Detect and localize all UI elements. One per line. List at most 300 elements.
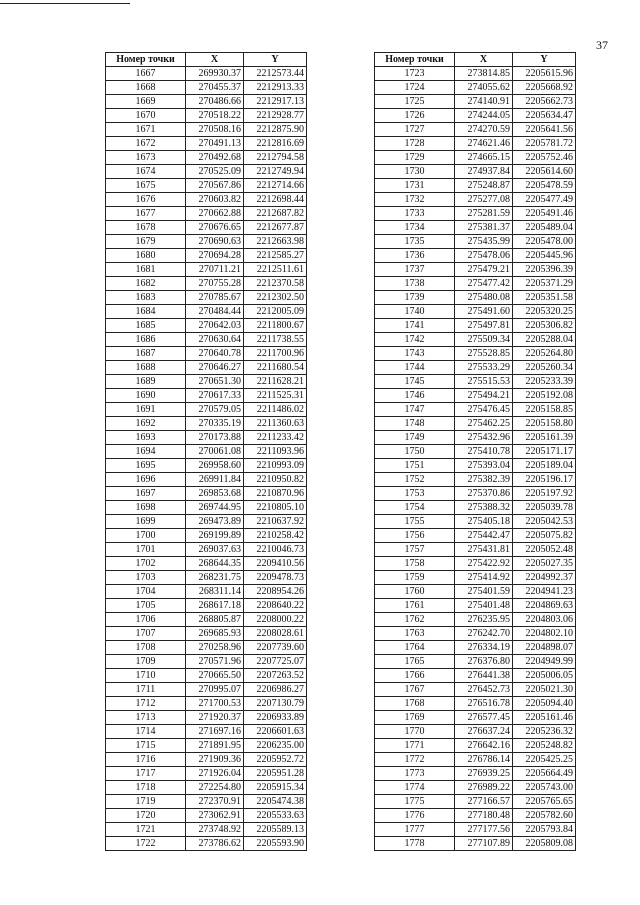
x-coordinate-cell: 275479.21: [455, 263, 513, 277]
x-coordinate-cell: 275494.21: [455, 389, 513, 403]
table-row: [106, 837, 307, 851]
point-number-cell: 1709: [106, 655, 186, 669]
table-row: [375, 165, 576, 179]
table-row: [106, 515, 307, 529]
coordinates-table-right: [374, 52, 576, 851]
point-number-cell: 1682: [106, 277, 186, 291]
table-row: [375, 557, 576, 571]
x-coordinate-cell: 275497.81: [455, 319, 513, 333]
y-coordinate-cell: 2205320.25: [513, 305, 576, 319]
point-number-cell: 1695: [106, 459, 186, 473]
table-row: [375, 333, 576, 347]
point-number-cell: 1738: [375, 277, 455, 291]
y-coordinate-cell: 2205743.00: [513, 781, 576, 795]
table-row: [106, 529, 307, 543]
point-number-cell: 1706: [106, 613, 186, 627]
y-coordinate-cell: 2212370.58: [244, 277, 307, 291]
point-number-cell: 1766: [375, 669, 455, 683]
y-coordinate-cell: 2204802.10: [513, 627, 576, 641]
table-row: [375, 249, 576, 263]
y-coordinate-cell: 2205158.85: [513, 403, 576, 417]
x-coordinate-cell: 269958.60: [186, 459, 244, 473]
x-coordinate-cell: 275393.04: [455, 459, 513, 473]
point-number-cell: 1672: [106, 137, 186, 151]
table-row: [375, 501, 576, 515]
point-number-cell: 1694: [106, 445, 186, 459]
y-coordinate-cell: 2211525.31: [244, 389, 307, 403]
table-row: [106, 711, 307, 725]
table-row: [106, 151, 307, 165]
x-coordinate-cell: 270492.68: [186, 151, 244, 165]
point-number-cell: 1711: [106, 683, 186, 697]
point-number-cell: 1717: [106, 767, 186, 781]
x-coordinate-cell: 274270.59: [455, 123, 513, 137]
x-coordinate-cell: 275281.59: [455, 207, 513, 221]
point-number-cell: 1679: [106, 235, 186, 249]
y-coordinate-cell: 2207739.60: [244, 641, 307, 655]
table-row: [375, 781, 576, 795]
x-coordinate-cell: 275414.92: [455, 571, 513, 585]
point-number-cell: 1762: [375, 613, 455, 627]
table-row: [375, 683, 576, 697]
table-body: [375, 67, 576, 851]
y-coordinate-cell: 2205533.63: [244, 809, 307, 823]
point-number-cell: 1713: [106, 711, 186, 725]
x-coordinate-cell: 275533.29: [455, 361, 513, 375]
x-coordinate-cell: 277177.56: [455, 823, 513, 837]
y-coordinate-cell: 2205161.39: [513, 431, 576, 445]
table-row: [375, 599, 576, 613]
y-coordinate-cell: 2205288.04: [513, 333, 576, 347]
table-row: [106, 123, 307, 137]
y-coordinate-cell: 2205197.92: [513, 487, 576, 501]
table-row: [106, 165, 307, 179]
y-coordinate-cell: 2205158.80: [513, 417, 576, 431]
y-coordinate-cell: 2206601.63: [244, 725, 307, 739]
table-row: [106, 781, 307, 795]
table-row: [375, 179, 576, 193]
x-coordinate-cell: 270711.21: [186, 263, 244, 277]
point-number-cell: 1680: [106, 249, 186, 263]
table-row: [106, 795, 307, 809]
y-coordinate-cell: 2204869.63: [513, 599, 576, 613]
x-coordinate-cell: 271697.16: [186, 725, 244, 739]
y-coordinate-cell: 2205161.46: [513, 711, 576, 725]
x-coordinate-cell: 270662.88: [186, 207, 244, 221]
x-coordinate-cell: 275381.37: [455, 221, 513, 235]
coordinates-table-left: [105, 52, 307, 851]
y-coordinate-cell: 2212585.27: [244, 249, 307, 263]
y-coordinate-cell: 2206933.89: [244, 711, 307, 725]
table-row: [375, 375, 576, 389]
y-coordinate-cell: 2211738.55: [244, 333, 307, 347]
y-coordinate-cell: 2205489.04: [513, 221, 576, 235]
table-row: [106, 375, 307, 389]
x-coordinate-cell: 273062.91: [186, 809, 244, 823]
x-coordinate-cell: 277166.57: [455, 795, 513, 809]
x-coordinate-cell: 275515.53: [455, 375, 513, 389]
y-coordinate-cell: 2212687.82: [244, 207, 307, 221]
table-row: [106, 753, 307, 767]
table-row: [375, 417, 576, 431]
y-coordinate-cell: 2211233.42: [244, 431, 307, 445]
point-number-cell: 1720: [106, 809, 186, 823]
point-number-cell: 1770: [375, 725, 455, 739]
x-coordinate-cell: 276516.78: [455, 697, 513, 711]
y-coordinate-cell: 2208000.22: [244, 613, 307, 627]
y-coordinate-cell: 2205052.48: [513, 543, 576, 557]
point-number-cell: 1723: [375, 67, 455, 81]
x-coordinate-cell: 275478.06: [455, 249, 513, 263]
y-coordinate-cell: 2212875.90: [244, 123, 307, 137]
point-number-cell: 1684: [106, 305, 186, 319]
x-coordinate-cell: 270630.64: [186, 333, 244, 347]
point-number-cell: 1750: [375, 445, 455, 459]
point-number-cell: 1676: [106, 193, 186, 207]
y-coordinate-cell: 2205477.49: [513, 193, 576, 207]
point-number-cell: 1768: [375, 697, 455, 711]
table-row: [375, 515, 576, 529]
point-number-cell: 1722: [106, 837, 186, 851]
y-coordinate-cell: 2210805.10: [244, 501, 307, 515]
x-coordinate-cell: 274665.15: [455, 151, 513, 165]
point-number-cell: 1739: [375, 291, 455, 305]
y-coordinate-cell: 2211360.63: [244, 417, 307, 431]
x-coordinate-cell: 275277.08: [455, 193, 513, 207]
x-coordinate-cell: 275491.60: [455, 305, 513, 319]
point-number-cell: 1714: [106, 725, 186, 739]
x-coordinate-cell: 276577.45: [455, 711, 513, 725]
y-coordinate-cell: 2207130.79: [244, 697, 307, 711]
table-row: [106, 655, 307, 669]
x-coordinate-cell: 276637.24: [455, 725, 513, 739]
table-row: [106, 445, 307, 459]
point-number-cell: 1751: [375, 459, 455, 473]
y-coordinate-cell: 2208954.26: [244, 585, 307, 599]
point-number-cell: 1724: [375, 81, 455, 95]
y-coordinate-cell: 2205248.82: [513, 739, 576, 753]
point-number-cell: 1671: [106, 123, 186, 137]
table-row: [375, 137, 576, 151]
point-number-cell: 1754: [375, 501, 455, 515]
x-coordinate-cell: 275422.92: [455, 557, 513, 571]
y-coordinate-cell: 2205491.46: [513, 207, 576, 221]
y-coordinate-cell: 2205094.40: [513, 697, 576, 711]
table-row: [375, 221, 576, 235]
table-row: [375, 81, 576, 95]
point-number-cell: 1677: [106, 207, 186, 221]
x-coordinate-cell: 270486.66: [186, 95, 244, 109]
x-coordinate-cell: 271920.37: [186, 711, 244, 725]
table-row: [375, 361, 576, 375]
table-row: [106, 179, 307, 193]
y-coordinate-cell: 2205752.46: [513, 151, 576, 165]
y-coordinate-cell: 2205915.34: [244, 781, 307, 795]
point-number-cell: 1687: [106, 347, 186, 361]
point-number-cell: 1772: [375, 753, 455, 767]
y-coordinate-cell: 2205478.59: [513, 179, 576, 193]
table-row: [375, 403, 576, 417]
x-coordinate-cell: 270642.03: [186, 319, 244, 333]
point-number-cell: 1701: [106, 543, 186, 557]
table-row: [375, 725, 576, 739]
point-number-cell: 1763: [375, 627, 455, 641]
y-coordinate-cell: 2205782.60: [513, 809, 576, 823]
x-coordinate-cell: 274140.91: [455, 95, 513, 109]
point-number-cell: 1734: [375, 221, 455, 235]
x-coordinate-cell: 276334.19: [455, 641, 513, 655]
y-coordinate-cell: 2205668.92: [513, 81, 576, 95]
x-coordinate-cell: 275382.39: [455, 473, 513, 487]
point-number-cell: 1703: [106, 571, 186, 585]
table-row: [106, 109, 307, 123]
table-row: [106, 585, 307, 599]
y-coordinate-cell: 2205196.17: [513, 473, 576, 487]
x-coordinate-cell: 275432.96: [455, 431, 513, 445]
x-coordinate-cell: 273748.92: [186, 823, 244, 837]
y-coordinate-cell: 2210258.42: [244, 529, 307, 543]
table-row: [375, 795, 576, 809]
column-header-point-number: Номер точки: [106, 53, 186, 67]
point-number-cell: 1758: [375, 557, 455, 571]
table-row: [106, 683, 307, 697]
x-coordinate-cell: 270571.96: [186, 655, 244, 669]
point-number-cell: 1689: [106, 375, 186, 389]
point-number-cell: 1745: [375, 375, 455, 389]
point-number-cell: 1778: [375, 837, 455, 851]
table-row: [106, 613, 307, 627]
point-number-cell: 1708: [106, 641, 186, 655]
x-coordinate-cell: 275480.08: [455, 291, 513, 305]
point-number-cell: 1728: [375, 137, 455, 151]
point-number-cell: 1773: [375, 767, 455, 781]
x-coordinate-cell: 276786.14: [455, 753, 513, 767]
table-row: [106, 277, 307, 291]
table-row: [375, 305, 576, 319]
x-coordinate-cell: 269911.84: [186, 473, 244, 487]
x-coordinate-cell: 274937.84: [455, 165, 513, 179]
table-row: [106, 725, 307, 739]
x-coordinate-cell: 272254.80: [186, 781, 244, 795]
x-coordinate-cell: 272370.91: [186, 795, 244, 809]
point-number-cell: 1749: [375, 431, 455, 445]
y-coordinate-cell: 2211093.96: [244, 445, 307, 459]
point-number-cell: 1686: [106, 333, 186, 347]
table-row: [375, 445, 576, 459]
x-coordinate-cell: 270646.27: [186, 361, 244, 375]
y-coordinate-cell: 2205006.05: [513, 669, 576, 683]
point-number-cell: 1673: [106, 151, 186, 165]
table-row: [106, 641, 307, 655]
y-coordinate-cell: 2212917.13: [244, 95, 307, 109]
y-coordinate-cell: 2205306.82: [513, 319, 576, 333]
y-coordinate-cell: 2210950.82: [244, 473, 307, 487]
table-row: [106, 459, 307, 473]
y-coordinate-cell: 2205192.08: [513, 389, 576, 403]
y-coordinate-cell: 2205396.39: [513, 263, 576, 277]
table-row: [375, 95, 576, 109]
x-coordinate-cell: 270755.28: [186, 277, 244, 291]
column-header-y: Y: [513, 53, 576, 67]
y-coordinate-cell: 2204992.37: [513, 571, 576, 585]
x-coordinate-cell: 270785.67: [186, 291, 244, 305]
x-coordinate-cell: 270617.33: [186, 389, 244, 403]
x-coordinate-cell: 268311.14: [186, 585, 244, 599]
y-coordinate-cell: 2205793.84: [513, 823, 576, 837]
x-coordinate-cell: 271700.53: [186, 697, 244, 711]
y-coordinate-cell: 2205641.56: [513, 123, 576, 137]
table-row: [106, 417, 307, 431]
x-coordinate-cell: 275528.85: [455, 347, 513, 361]
table-row: [106, 305, 307, 319]
point-number-cell: 1685: [106, 319, 186, 333]
point-number-cell: 1753: [375, 487, 455, 501]
point-number-cell: 1771: [375, 739, 455, 753]
x-coordinate-cell: 275431.81: [455, 543, 513, 557]
y-coordinate-cell: 2212714.66: [244, 179, 307, 193]
table-row: [375, 753, 576, 767]
x-coordinate-cell: 276235.95: [455, 613, 513, 627]
table-row: [375, 767, 576, 781]
x-coordinate-cell: 274055.62: [455, 81, 513, 95]
y-coordinate-cell: 2204898.07: [513, 641, 576, 655]
point-number-cell: 1704: [106, 585, 186, 599]
table-row: [106, 669, 307, 683]
point-number-cell: 1721: [106, 823, 186, 837]
table-row: [106, 809, 307, 823]
x-coordinate-cell: 275401.59: [455, 585, 513, 599]
table-row: [375, 109, 576, 123]
table-body: [106, 67, 307, 851]
x-coordinate-cell: 270335.19: [186, 417, 244, 431]
y-coordinate-cell: 2212794.58: [244, 151, 307, 165]
point-number-cell: 1725: [375, 95, 455, 109]
x-coordinate-cell: 275248.87: [455, 179, 513, 193]
table-row: [375, 67, 576, 81]
y-coordinate-cell: 2212749.94: [244, 165, 307, 179]
y-coordinate-cell: 2212511.61: [244, 263, 307, 277]
y-coordinate-cell: 2211486.02: [244, 403, 307, 417]
point-number-cell: 1692: [106, 417, 186, 431]
column-header-x: X: [455, 53, 513, 67]
table-row: [375, 543, 576, 557]
table-row: [375, 739, 576, 753]
point-number-cell: 1748: [375, 417, 455, 431]
y-coordinate-cell: 2205593.90: [244, 837, 307, 851]
table-header-row: [106, 53, 307, 67]
point-number-cell: 1743: [375, 347, 455, 361]
table-row: [375, 263, 576, 277]
y-coordinate-cell: 2207263.52: [244, 669, 307, 683]
x-coordinate-cell: 274244.05: [455, 109, 513, 123]
x-coordinate-cell: 270173.88: [186, 431, 244, 445]
point-number-cell: 1727: [375, 123, 455, 137]
table-row: [106, 501, 307, 515]
y-coordinate-cell: 2205765.65: [513, 795, 576, 809]
table-row: [375, 277, 576, 291]
table-row: [106, 207, 307, 221]
table-row: [375, 809, 576, 823]
y-coordinate-cell: 2212677.87: [244, 221, 307, 235]
y-coordinate-cell: 2205236.32: [513, 725, 576, 739]
point-number-cell: 1737: [375, 263, 455, 277]
table-row: [106, 263, 307, 277]
table-row: [106, 739, 307, 753]
point-number-cell: 1741: [375, 319, 455, 333]
y-coordinate-cell: 2205589.13: [244, 823, 307, 837]
point-number-cell: 1667: [106, 67, 186, 81]
x-coordinate-cell: 271926.04: [186, 767, 244, 781]
x-coordinate-cell: 268805.87: [186, 613, 244, 627]
table-row: [375, 655, 576, 669]
point-number-cell: 1733: [375, 207, 455, 221]
table-row: [375, 627, 576, 641]
table-row: [375, 711, 576, 725]
point-number-cell: 1730: [375, 165, 455, 179]
table-row: [106, 319, 307, 333]
y-coordinate-cell: 2205634.47: [513, 109, 576, 123]
point-number-cell: 1736: [375, 249, 455, 263]
point-number-cell: 1696: [106, 473, 186, 487]
table-row: [106, 333, 307, 347]
point-number-cell: 1752: [375, 473, 455, 487]
table-header-row: [375, 53, 576, 67]
x-coordinate-cell: 270603.82: [186, 193, 244, 207]
point-number-cell: 1742: [375, 333, 455, 347]
table-row: [375, 389, 576, 403]
point-number-cell: 1675: [106, 179, 186, 193]
y-coordinate-cell: 2205351.58: [513, 291, 576, 305]
x-coordinate-cell: 277180.48: [455, 809, 513, 823]
point-number-cell: 1668: [106, 81, 186, 95]
x-coordinate-cell: 269037.63: [186, 543, 244, 557]
y-coordinate-cell: 2209478.73: [244, 571, 307, 585]
x-coordinate-cell: 276452.73: [455, 683, 513, 697]
point-number-cell: 1702: [106, 557, 186, 571]
x-coordinate-cell: 270484.44: [186, 305, 244, 319]
table-row: [106, 823, 307, 837]
point-number-cell: 1731: [375, 179, 455, 193]
x-coordinate-cell: 271909.36: [186, 753, 244, 767]
table-row: [106, 221, 307, 235]
point-number-cell: 1710: [106, 669, 186, 683]
table-row: [375, 291, 576, 305]
point-number-cell: 1678: [106, 221, 186, 235]
point-number-cell: 1757: [375, 543, 455, 557]
y-coordinate-cell: 2212302.50: [244, 291, 307, 305]
table-row: [106, 389, 307, 403]
x-coordinate-cell: 270491.13: [186, 137, 244, 151]
point-number-cell: 1697: [106, 487, 186, 501]
point-number-cell: 1747: [375, 403, 455, 417]
table-row: [106, 487, 307, 501]
table-row: [106, 473, 307, 487]
point-number-cell: 1707: [106, 627, 186, 641]
table-row: [106, 347, 307, 361]
x-coordinate-cell: 270455.37: [186, 81, 244, 95]
x-coordinate-cell: 270258.96: [186, 641, 244, 655]
y-coordinate-cell: 2205614.60: [513, 165, 576, 179]
y-coordinate-cell: 2205260.34: [513, 361, 576, 375]
column-header-point-number: Номер точки: [375, 53, 455, 67]
table-row: [106, 767, 307, 781]
x-coordinate-cell: 275405.18: [455, 515, 513, 529]
table-row: [375, 613, 576, 627]
y-coordinate-cell: 2212663.98: [244, 235, 307, 249]
y-coordinate-cell: 2212928.77: [244, 109, 307, 123]
point-number-cell: 1767: [375, 683, 455, 697]
point-number-cell: 1764: [375, 641, 455, 655]
